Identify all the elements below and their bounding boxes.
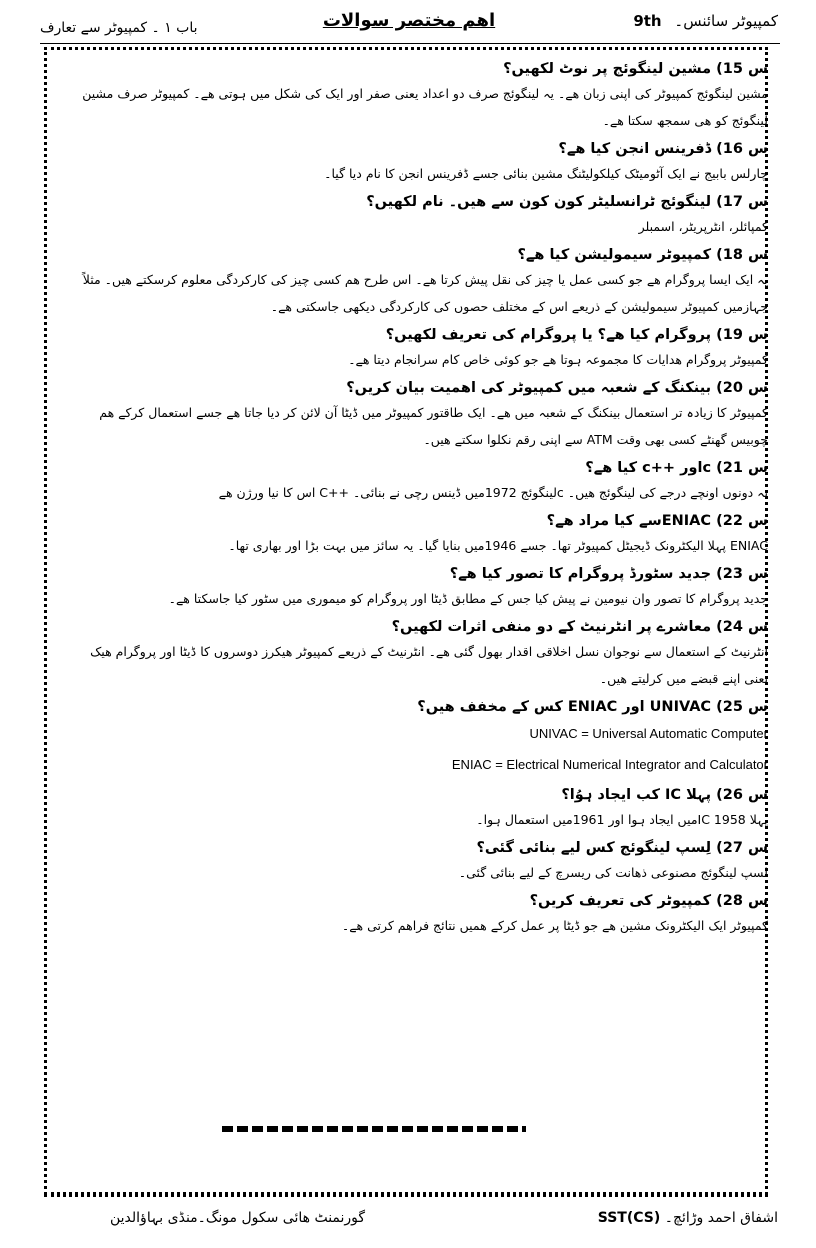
qa-item (74, 612, 768, 692)
qa-item (74, 373, 768, 453)
answer-line: UNIVAC = Universal Automatic Computer (529, 726, 768, 741)
question-heading: س 19) پروگرام کیا ھے؟ یا پروگرام کی تعریف لکھیں؟ (385, 327, 768, 343)
answer-line: یہ ایک ایسا پروگرام ھے جو کسی عمل یا چیز کی نقل پیش کرتا ھے۔ اس طرح ھم کسی چیز کی کارکردگی معلوم کرسکتے ھیں۔ مثلاً (82, 272, 768, 287)
answer-line: جدید پروگرام کا تصور وان نیومین نے پیش کیا جس کے مطابق ڈیٹا اور پروگرام کو میموری میں سٹور کیا جاسکتا ھے۔ (168, 591, 768, 606)
question-heading: س 20) بینکنگ کے شعبہ میں کمپیوٹر کی اھمیت بیان کریں؟ (346, 380, 768, 396)
answer-line: چارلس بابیج نے ایک آٹومیٹک کیلکولیٹنگ مشین بنائی جسے ڈفرینس انجن کا نام دیا گیا۔ (324, 166, 768, 181)
qa-item (74, 240, 768, 320)
answer-line: لینگوئج کو ھی سمجھ سکتا ھے۔ (602, 113, 768, 128)
page-header (40, 8, 778, 40)
question-heading: س 18) کمپیوٹر سیمولیشن کیا ھے؟ (517, 247, 768, 263)
question-heading: س 16) ڈفرینس انجن کیا ھے؟ (558, 141, 768, 157)
answer-line: چوبیس گھنٹے کسی بھی وقت ATM سے اپنی رقم نکلوا سکتے ھیں۔ (423, 432, 768, 447)
grade-text: 9th (633, 12, 662, 30)
school-name: گورنمنٹ ھائی سکول مونگ۔منڈی بہاؤالدین (110, 1210, 366, 1226)
question-heading: س 23) جدید سٹورڈ پروگرام کا تصور کیا ھے؟ (449, 566, 768, 582)
answer-line: کمپائلر، انٹرپریٹر، اسمبلر (638, 219, 768, 234)
question-heading: س 25) UNIVAC اور ENIAC کس کے مخفف ھیں؟ (417, 699, 768, 715)
end-dash-divider (222, 1126, 526, 1132)
qa-item (74, 187, 768, 240)
qa-item (74, 886, 768, 939)
qa-item (74, 54, 768, 134)
author-designation: SST(CS) (597, 1210, 661, 1226)
answer-line: کمپیوٹر ایک الیکٹرونک مشین ھے جو ڈیٹا پر عمل کرکے ھمیں نتائج فراھم کرتی ھے۔ (341, 918, 768, 933)
question-heading: س 24) معاشرے پر انٹرنیٹ کے دو منفی اثرات لکھیں؟ (391, 619, 768, 635)
author-label (598, 1210, 778, 1226)
answer-line: پہلا IC 1958میں ایجاد ہوا اور 1961میں استعمال ہوا۔ (476, 812, 768, 827)
qa-item (74, 320, 768, 373)
qa-item (74, 780, 768, 833)
subject-text: کمپیوٹر سائنس۔ (674, 12, 778, 30)
author-name: اشفاق احمد وڑائچ۔ (664, 1210, 778, 1226)
question-heading: س 15) مشین لینگوئج پر نوٹ لکھیں؟ (503, 61, 768, 77)
question-heading: س 21) cاور ++c کیا ھے؟ (585, 460, 768, 476)
header-divider (40, 43, 780, 44)
chapter-label: باب ۱ ۔ کمپیوٹر سے تعارف (40, 20, 198, 36)
question-heading: س 17) لینگوئج ٹرانسلیٹر کون کون سے ھیں۔ نام لکھیں؟ (366, 194, 768, 210)
question-heading: س 28) کمپیوٹر کی تعریف کریں؟ (529, 893, 768, 909)
answer-line: مشین لینگوئج کمپیوٹر کی اپنی زبان ھے۔ یہ لینگوئج صرف دو اعداد یعنی صفر اور ایک کی شکل میں ہوتی ھے۔ کمپیوٹر صرف مشین (82, 86, 768, 101)
qa-item (74, 506, 768, 559)
question-heading: س 27) لِسپ لینگوئج کس لیے بنائی گئی؟ (476, 840, 768, 856)
question-heading: س 26) پہلا IC کب ایجاد ہوُا؟ (561, 787, 768, 803)
page-title: اھم مختصر سوالات (322, 10, 496, 31)
answer-line: انٹرنیٹ کے استعمال سے نوجوان نسل اخلاقی اقدار بھول گئی ھے۔ انٹرنیٹ کے ذریعے کمپیوٹر ھیکرز دوسروں کا ڈیٹا اور پروگرام ھیک (90, 644, 768, 659)
answer-line: لسپ لینگوئج مصنوعی ذھانت کی ریسرچ کے لیے بنائی گئی۔ (458, 865, 768, 880)
answer-line: یہ دونوں اونچے درجے کی لینگوئج ھیں۔ cلینگوئج 1972میں ڈینس رچی نے بنائی۔ ++C اس کا نیا ورژن ھے (218, 485, 768, 500)
answer-line: ENIAC = Electrical Numerical Integrator and Calculator (451, 757, 768, 772)
question-heading: س 22) ENIACسے کیا مراد ھے؟ (546, 513, 768, 529)
qa-item (74, 692, 768, 780)
qa-item (74, 134, 768, 187)
qa-item (74, 559, 768, 612)
page-footer (110, 1210, 778, 1236)
answer-line: کمپیوٹر کا زیادہ تر استعمال بینکنگ کے شعبہ میں ھے۔ ایک طاقتور کمپیوٹر میں ڈیٹا آن لائن کر دیا جاتا ھے جسے استعمال کرکے ھم (99, 405, 768, 420)
qa-item (74, 833, 768, 886)
answer-line: کمپیوٹر پروگرام ھدایات کا مجموعہ ہوتا ھے جو کوئی خاص کام سرانجام دیتا ھے۔ (348, 352, 768, 367)
answer-line: ENIAC پہلا الیکٹرونک ڈیجیٹل کمپیوٹر تھا۔ جسے 1946میں بنایا گیا۔ یہ سائز میں بہت بڑا اور بھاری تھا۔ (228, 538, 768, 553)
qa-item (74, 453, 768, 506)
answer-line: یعنی اپنے قبضے میں کرلیتے ھیں۔ (599, 671, 768, 686)
footer-dotted-divider (44, 1194, 768, 1197)
answer-line: جہازمیں کمپیوٹر سیمولیشن کے ذریعے اس کے مختلف حصوں کی کارکردگی دیکھی جاسکتی ھے۔ (270, 299, 768, 314)
qa-content (74, 54, 768, 1114)
